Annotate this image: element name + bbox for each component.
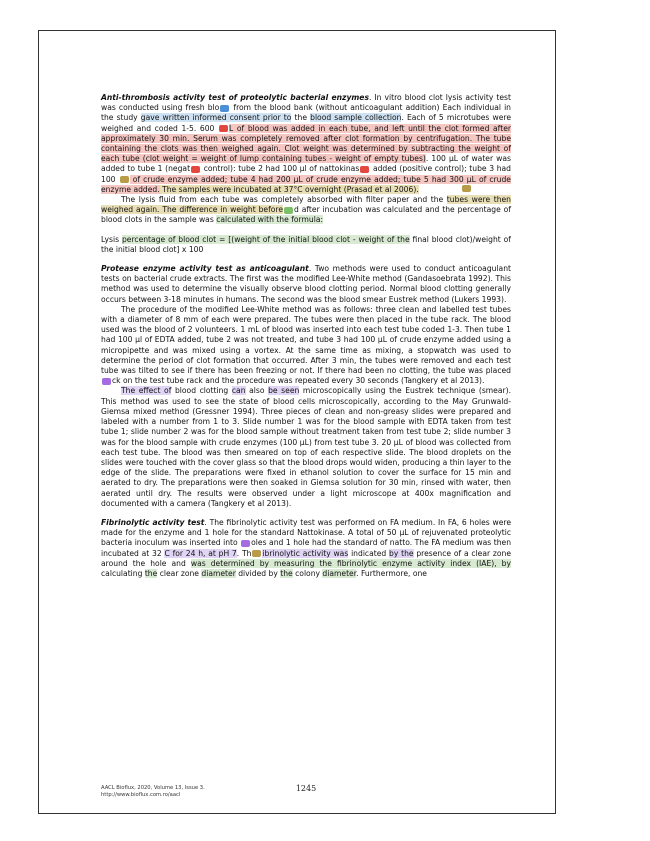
highlight[interactable]: the: [280, 568, 293, 578]
comment-marker-icon[interactable]: [191, 166, 200, 173]
page-content: [101, 93, 511, 579]
highlight[interactable]: percentage of blood clot = [(weight of the initial blood clot - weight of the: [121, 234, 410, 244]
comment-marker-icon[interactable]: [360, 166, 369, 173]
formula: Lysis percentage of blood clot = [(weight of the initial blood clot - weight of the final blood clot)/weight of the initial blood clot] x 100: [101, 234, 511, 254]
highlight[interactable]: of crude enzyme added; tube 4 had 200 µL of crude enzyme added; tube 5 had 300 µL of crude enzyme added.: [101, 174, 511, 194]
highlight[interactable]: was determined by measuring the fibrinolytic enzyme activity index (IAE), by: [190, 558, 511, 568]
highlight[interactable]: ibrinolytic activity was: [262, 548, 349, 558]
document-page: [38, 30, 556, 814]
paragraph-anti-thrombosis: Anti-thrombosis activity test of proteolytic bacterial enzymes. In vitro blood clot lysis activity test was conducted using fresh blo from the blood bank (without anticoagulant addition) Each individual in the study gave written informed consent prior to the blood sample collection. Each of 5 microtubes were weighed and coded 1-5. 600 L of blood was added in each tube, and left until the clot formed after approximately 30 min. Serum was completely removed after clot formation by centrifugation. The tube containing the clots was then weighed again. Clot weight was determined by subtracting the weight of each tube (clot weight = weight of lump containing tubes - weight of empty tubes). 100 µL of water was added to tube 1 (negat control): tube 2 had 100 µl of nattokinas added (positive control); tube 3 had 100 of crude enzyme added; tube 4 had 200 µL of crude enzyme added; tube 5 had 300 µL of crude enzyme added. The samples were incubated at 37°C overnight (Prasad et al 2006).: [101, 93, 512, 194]
highlight[interactable]: gave written informed consent prior to: [140, 113, 292, 123]
highlight[interactable]: by the: [389, 548, 414, 558]
paragraph-eustrek: The effect of blood clotting can also be seen microscopically using the Eustrek technique (smear). This method was used to see the state of blood cells microscopically, according to the May Grunwald-Giemsa mixed method (Gressner 1994). Three pieces of clean and non-greasy slides were prepared and labeled with a number from 1 to 3. Slide number 1 was for the blood sample with EDTA taken from test tube 1; slide number 2 was for the blood sample without treatment taken from test tube 2; slide number 3 was for the blood sample with crude enzymes (100 µL) from test tube 3. 20 µL of blood was collected from each test tube. The blood was then smeared on top of each respective slide. The blood droplets on the slides were touched with the cover glass so that the blood drops would widen, producing a thin layer to the edge of the slide. The preparations were fixed in ethanol solution to cover the surface for 15 min and aerated to dry. The preparations were then soaked in Giemsa solution for 30 min, rinsed with water, then aerated until dry. The results were observed under a light microscope at 400x magnification and documented with a camera (Tangkery et al 2013).: [101, 386, 511, 508]
page-number: 1245: [295, 784, 317, 793]
highlight[interactable]: tubes were then weighed again. The difference in weight before: [101, 195, 511, 215]
highlight[interactable]: be seen: [268, 386, 300, 396]
highlight[interactable]: diameter: [322, 568, 357, 578]
highlight[interactable]: diameter: [201, 568, 236, 578]
highlight[interactable]: can: [231, 386, 246, 396]
journal-url[interactable]: http://www.bioflux.com.ro/aacl: [101, 792, 181, 798]
highlight[interactable]: calculated with the formula:: [216, 215, 324, 225]
comment-marker-icon[interactable]: [219, 125, 228, 132]
highlight[interactable]: blood sample collection: [310, 113, 402, 123]
paragraph-protease: Protease enzyme activity test as anticoagulant. Two methods were used to conduct anticoagulant tests on bacterial crude extracts. The first was the modified Lee-White method (Gandasoebrata 1992). This method was used to determine the visually observe blood clotting period. Normal blood clotting generally occurs between 3-18 minutes in humans. The second was the blood smear Eustrek method (Lukers 1993).: [101, 264, 512, 304]
paragraph-fibrinolytic: Fibrinolytic activity test. The fibrinolytic activity test was performed on FA medium. In FA, 6 holes were made for the enzyme and 1 hole for the standard Nattokinase. A total of 50 µL of rejuvenated proteolytic bacteria inoculum was inserted into oles and 1 hole had the standard of natto. The FA medium was then incubated at 32 C for 24 h, at pH 7. Th ibrinolytic activity was indicated by the presence of a clear zone around the hole and was determined by measuring the fibrinolytic enzyme activity index (IAE), by calculating the clear zone diameter divided by the colony diameter. Furthermore, one: [101, 517, 512, 578]
section-heading: Anti-thrombosis activity test of proteolytic bacterial enzymes: [101, 93, 369, 102]
section-heading: Fibrinolytic activity test: [101, 517, 205, 527]
comment-marker-icon[interactable]: [241, 540, 250, 547]
highlight[interactable]: L of blood was added in each tube, and left until the clot formed after approximately 30 min. Serum was completely removed after clot formation by centrifugation. The tube containing the clots was then weighed again. Clot weight was determined by subtracting the weight of each tube (clot weight = weight of lump containing tubes - weight of empty tubes): [101, 123, 511, 164]
highlight[interactable]: The samples were incubated at 37°C overnight (Prasad et al 2006).: [159, 184, 419, 194]
comment-marker-icon[interactable]: [462, 185, 471, 192]
comment-marker-icon[interactable]: [220, 105, 229, 112]
journal-citation: AACL Bioflux, 2020, Volume 13, Issue 3.: [101, 785, 205, 791]
highlight[interactable]: C for 24 h, at pH 7: [164, 548, 237, 558]
paragraph-lysis: The lysis fluid from each tube was completely absorbed with filter paper and the tubes were then weighed again. The difference in weight before d after incubation was calculated and the percentage of blood clots in the sample was calculated with the formula:: [101, 195, 511, 225]
comment-marker-icon[interactable]: [102, 378, 111, 385]
section-heading: Protease enzyme activity test as anticoagulant: [101, 264, 309, 274]
comment-marker-icon[interactable]: [120, 176, 129, 183]
highlight[interactable]: The effect of: [121, 386, 172, 396]
highlight[interactable]: the: [144, 568, 158, 578]
page-footer: [101, 785, 511, 799]
comment-marker-icon[interactable]: [252, 550, 261, 557]
paragraph-lee-white: The procedure of the modified Lee-White method was as follows: three clean and labelled test tubes with a diameter of 8 mm of each were prepared. The tubes were then placed in the tube rack. The blood used was the blood of 2 volunteers. 1 mL of blood was inserted into each test tube coded 1-3. Then tube 1 had 100 µl of EDTA added, tube 2 was not treated, and tube 3 had 100 µL of crude enzyme added using a micropipette and was mixed using a vortex. At the same time as mixing, a stopwatch was used to determine the period of clot formation that occurred. After 3 min, the tubes were removed and each test tube was tilted to see if there has been freezing or not. If there had been no clotting, the tube was placed ck on the test tube rack and the procedure was repeated every 30 seconds (Tangkery et al 2013).: [101, 304, 511, 386]
comment-marker-icon[interactable]: [284, 207, 293, 214]
